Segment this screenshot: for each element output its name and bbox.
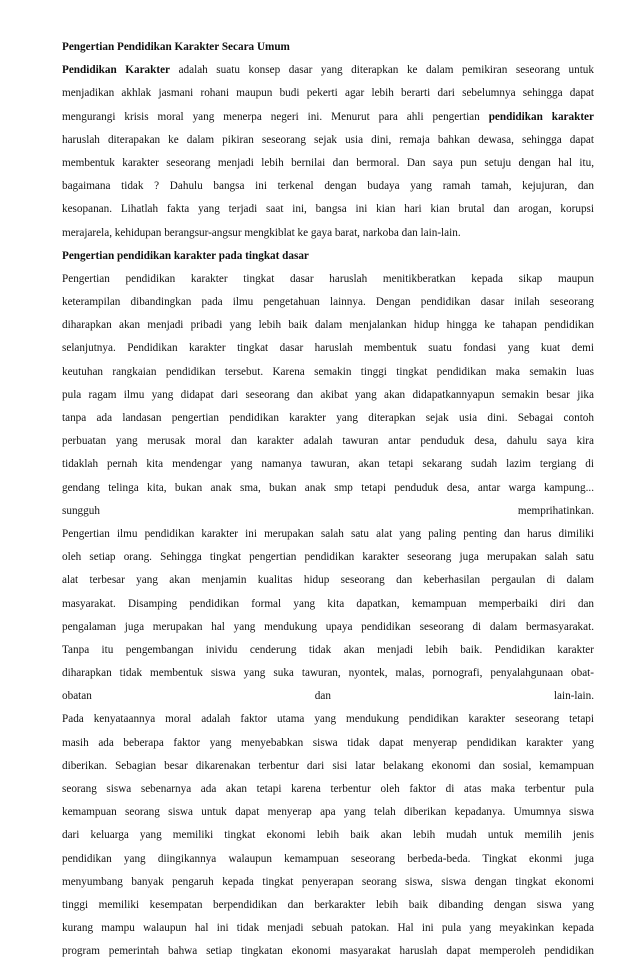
text-line bbox=[62, 129, 594, 152]
line-text: mengurangi krisis moral yang menerpa negeri ini. Menurut para ahli pengertian bbox=[62, 110, 489, 123]
text-line bbox=[62, 453, 594, 476]
text-line bbox=[62, 593, 594, 616]
line-text: menjadikan akhlak jasmani rohani maupun budi pekerti agar lebih berarti dari sebelumnya sehingga dapat bbox=[62, 87, 594, 100]
line-text: perbuatan yang merusak moral dan karakter adalah tawuran antar penduduk desa, dahulu saya kira bbox=[62, 435, 594, 448]
text-line bbox=[62, 848, 594, 871]
text-line bbox=[62, 755, 594, 778]
line-text: Pada kenyataannya moral adalah faktor utama yang mendukung pendidikan karakter seseorang tetapi bbox=[62, 713, 594, 726]
text-line bbox=[62, 198, 594, 221]
text-line bbox=[62, 732, 594, 755]
text-line bbox=[62, 639, 594, 662]
text-line bbox=[62, 291, 594, 314]
text-line bbox=[62, 361, 594, 384]
line-text: pula ragam ilmu yang didapat dari seseorang dan akibat yang akan didapatkannyapun semakin besar jika bbox=[62, 388, 594, 401]
line-text: keterampilan dibandingkan pada ilmu pengetahuan lainnya. Dengan pendidikan dasar inilah seseorang bbox=[62, 296, 594, 309]
line-text: dari keluarga yang memiliki tingkat ekonomi lebih baik akan lebih mudah untuk memilih jenis bbox=[62, 829, 594, 842]
line-text: haruslah diterapakan ke dalam pikiran seseorang sejak usia dini, remaja bahkan dewasa, sehingga dapat bbox=[62, 133, 594, 146]
line-text: diberikan. Sebagian besar dikarenakan terbentur dari sisi latar belakang ekonomi dan sosial, kemampuan bbox=[62, 759, 594, 772]
text-line bbox=[62, 175, 594, 198]
text-line bbox=[62, 268, 594, 291]
line-text: membentuk karakter seseorang menjadi lebih bernilai dan bermoral. Dan saya pun setuju dengan hal itu, bbox=[62, 156, 594, 169]
line-text: kurang mampu walaupun hal ini tidak menjadi sebuah patokan. Hal ini pula yang meyakinkan kepada bbox=[62, 922, 594, 935]
text-line bbox=[62, 894, 594, 917]
line-text: pengalaman juga merupakan hal yang mendukung upaya pendidikan seseorang di dalam bermasyarakat. bbox=[62, 620, 594, 633]
line-text: diharapkan tidak membentuk siswa yang suka tawuran, nyontek, malas, pornografi, penyalahgunaan obat- bbox=[62, 667, 594, 680]
line-text: kemampuan seorang siswa untuk dapat menyerap apa yang telah diberikan kepadanya. Umumnya siswa bbox=[62, 806, 594, 819]
text-line bbox=[62, 708, 594, 731]
line-text: alat terbesar yang akan menjamin kualitas hidup seseorang dan keberhasilan pergaulan di dalam bbox=[62, 574, 594, 587]
line-text: masyarakat. Disamping pendidikan formal yang kita dapatkan, kemampuan memperbaiki diri dan bbox=[62, 597, 594, 610]
line-text: kesopanan. Lihatlah fakta yang terjadi saat ini, bangsa ini kian hari kian brutal dan arogan, korupsi bbox=[62, 203, 594, 216]
text-line bbox=[62, 917, 594, 940]
line-text: pendidikan yang diingikannya walaupun kemampuan seseorang berbeda-beda. Tingkat ekonmi juga bbox=[62, 852, 594, 865]
text-line bbox=[62, 152, 594, 175]
text-line bbox=[62, 384, 594, 407]
line-text: keutuhan rangkaian pendidikan tersebut. Karena semakin tinggi tingkat pendidikan maka semakin luas bbox=[62, 365, 594, 378]
line-text: tanpa ada landasan pengertian pendidikan karakter yang diterapkan sejak usia dini. Sebagai contoh bbox=[62, 412, 594, 424]
text-line bbox=[62, 824, 594, 847]
text-line bbox=[62, 106, 594, 129]
line-text: Pengertian pendidikan karakter pada tingkat dasar bbox=[62, 249, 309, 262]
line-text: masih ada beberapa faktor yang menyebabkan siswa tidak dapat menyerap pendidikan karakter yang bbox=[62, 736, 594, 749]
document-page bbox=[62, 36, 594, 964]
line-text: seorang siswa sebenarnya ada akan tetapi karena terbentur oleh faktor di atas maka terbentur pula bbox=[62, 783, 594, 795]
text-line bbox=[62, 523, 594, 546]
line-text: gendang telinga kita, bukan anak sma, bukan anak smp tetapi penduduk desa, antar warga kampung... bbox=[62, 481, 594, 494]
text-line bbox=[62, 477, 594, 500]
text-line bbox=[62, 337, 594, 360]
text-line bbox=[62, 59, 594, 82]
line-text: tinggi memiliki kesempatan berpendidikan dan berkarakter lebih baik dibanding dengan siswa yang bbox=[62, 898, 594, 911]
line-text: Pengertian ilmu pendidikan karakter ini merupakan salah satu alat yang paling penting dan harus dimiliki bbox=[62, 527, 594, 540]
line-text: sungguh memprihatinkan. bbox=[62, 504, 594, 517]
section-heading bbox=[62, 36, 594, 59]
bold-term: pendidikan karakter bbox=[488, 110, 594, 123]
line-text: oleh setiap orang. Sehingga tingkat pengertian pendidikan karakter seseorang juga merupakan salah satu bbox=[62, 551, 594, 564]
text-line bbox=[62, 430, 594, 453]
bold-term: Pendidikan Karakter bbox=[62, 64, 171, 77]
text-line bbox=[62, 940, 594, 963]
text-line bbox=[62, 662, 594, 685]
section-heading bbox=[62, 245, 594, 268]
text-line bbox=[62, 407, 594, 430]
text-line bbox=[62, 569, 594, 592]
text-line bbox=[62, 82, 594, 105]
line-text: bagaimana tidak ? Dahulu bangsa ini terkenal dengan budaya yang ramah tamah, kejujuran, dan bbox=[62, 180, 594, 193]
text-line bbox=[62, 801, 594, 824]
line-text: tidaklah pernah kita mendengar yang namanya tawuran, akan tetapi sekarang sudah lazim tergiang di bbox=[62, 458, 594, 471]
line-text: adalah suatu konsep dasar yang diterapkan ke dalam pemikiran seseorang untuk bbox=[170, 64, 594, 77]
line-text: Pengertian Pendidikan Karakter Secara Umum bbox=[62, 41, 290, 53]
text-line bbox=[62, 871, 594, 894]
line-text: diharapkan akan menjadi pribadi yang lebih baik dalam menjalankan hidup hingga ke tahapan pendidikan bbox=[62, 319, 594, 332]
text-line bbox=[62, 778, 594, 801]
line-text: program pemerintah bahwa setiap tingkatan ekonomi masyarakat haruslah dapat memperoleh pendidikan bbox=[62, 945, 594, 958]
text-line bbox=[62, 685, 594, 708]
line-text: selanjutnya. Pendidikan karakter tingkat dasar haruslah membentuk suatu fondasi yang kuat demi bbox=[62, 342, 594, 355]
text-line bbox=[62, 616, 594, 639]
line-text: Tanpa itu pengembangan inividu cenderung tidak akan menjadi lebih baik. Pendidikan karakter bbox=[62, 643, 594, 656]
text-line bbox=[62, 314, 594, 337]
line-text: merajarela, kehidupan berangsur-angsur mengkiblat ke gaya barat, narkoba dan lain-lain. bbox=[62, 226, 461, 239]
line-text: Pengertian pendidikan karakter tingkat dasar haruslah menitikberatkan kepada sikap maupun bbox=[62, 272, 594, 285]
text-line bbox=[62, 546, 594, 569]
text-line bbox=[62, 222, 594, 245]
line-text: obatan dan lain-lain. bbox=[62, 690, 594, 703]
text-line bbox=[62, 500, 594, 523]
line-text: menyumbang banyak pengaruh kepada tingkat penyerapan seorang siswa, siswa dengan tingkat ekonomi bbox=[62, 875, 594, 888]
